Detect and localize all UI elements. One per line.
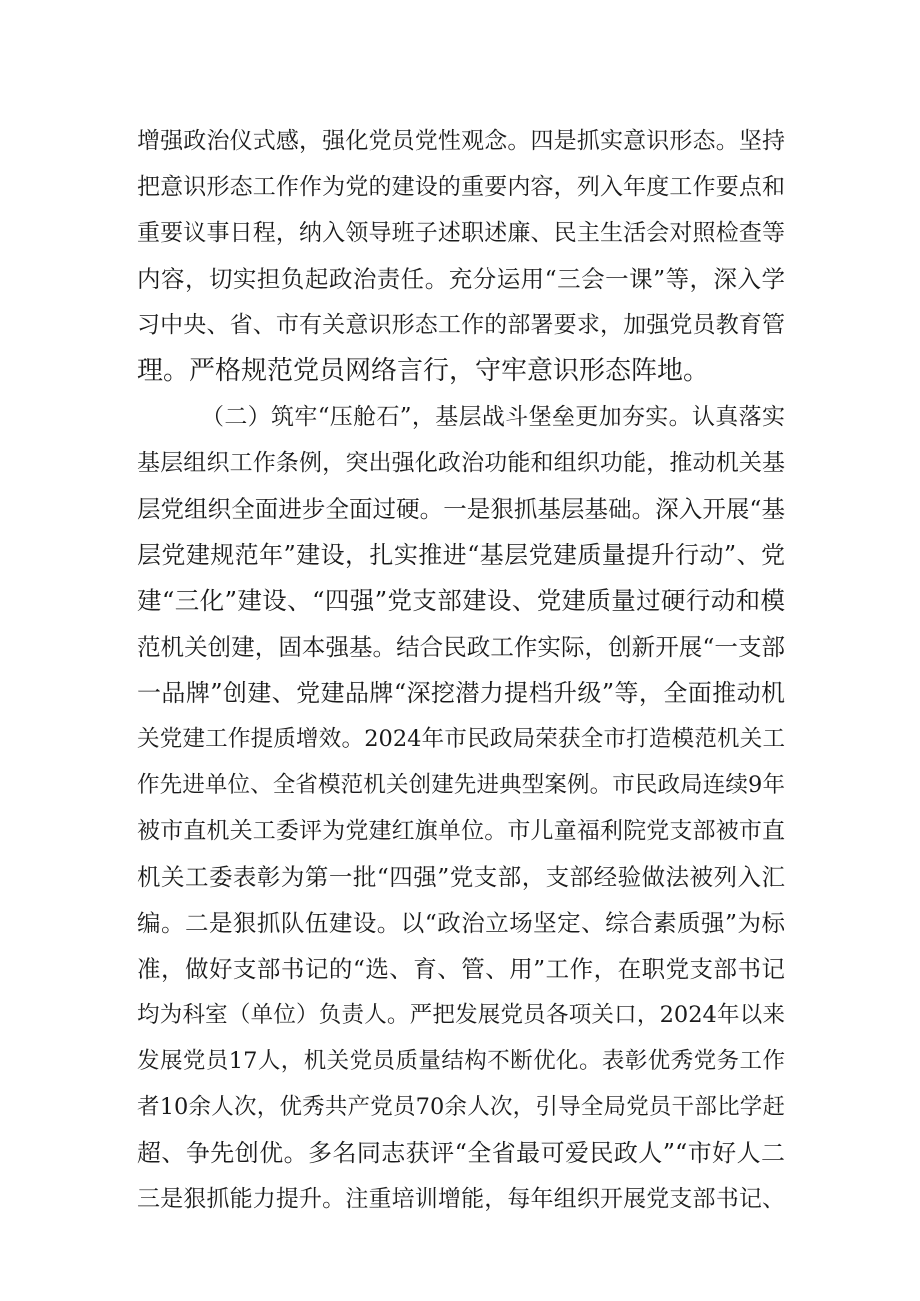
text-line: 均为科室（单位）负责人。严把发展党员各项关口，2024年以来: [137, 1002, 785, 1028]
text-line: 基层组织工作条例，突出强化政治功能和组织功能，推动机关基: [137, 450, 785, 476]
document-body: [137, 118, 785, 1222]
text-line: 重要议事日程，纳入领导班子述职述廉、民主生活会对照检查等: [137, 220, 785, 246]
text-line: 一品牌”创建、党建品牌“深挖潜力提档升级”等，全面推动机: [137, 679, 785, 707]
text-line: 准，做好支部书记的“选、育、管、用”工作，在职党支部书记: [137, 955, 785, 983]
text-line: 习中央、省、市有关意识形态工作的部署要求，加强党员教育管: [137, 312, 785, 338]
paragraph-grassroots: [137, 394, 785, 1222]
text-line: 关党建工作提质增效。2024年市民政局荣获全市打造模范机关工: [137, 726, 785, 752]
text-line: 建“三化”建设、“四强”党支部建设、党建质量过硬行动和模: [137, 586, 785, 615]
text-line: 编。二是狠抓队伍建设。以“政治立场坚定、综合素质强”为标: [137, 909, 785, 937]
text-line: 范机关创建，固本强基。结合民政工作实际，创新开展“一支部: [137, 633, 785, 661]
text-line: 层党建规范年”建设，扎实推进“基层党建质量提升行动”、党: [137, 541, 785, 569]
text-line: 者10余人次，优秀共产党员70余人次，引导全局党员干部比学赶: [137, 1094, 785, 1120]
text-line: 作先进单位、全省模范机关创建先进典型案例。市民政局连续9年: [137, 772, 785, 798]
text-line: 增强政治仪式感，强化党员党性观念。四是抓实意识形态。坚持: [137, 128, 785, 154]
text-line: 被市直机关工委评为党建红旗单位。市儿童福利院党支部被市直: [137, 818, 785, 844]
section-heading-line: （二）筑牢“压舱石”，基层战斗堡垒更加夯实。认真落实: [201, 404, 785, 430]
text-line: 超、争先创优。多名同志获评“全省最可爱民政人”“市好人二: [137, 1139, 785, 1167]
text-line: 内容，切实担负起政治责任。充分运用“三会一课”等，深入学: [137, 265, 785, 293]
text-line: 机关工委表彰为第一批“四强”党支部，支部经验做法被列入汇: [137, 863, 785, 891]
text-line: 层党组织全面进步全面过硬。一是狠抓基层基础。深入开展“基: [137, 495, 785, 523]
text-line: 三是狠抓能力提升。注重培训增能，每年组织开展党支部书记、: [137, 1186, 785, 1212]
text-line: 发展党员17人，机关党员质量结构不断优化。表彰优秀党务工作: [137, 1048, 785, 1074]
paragraph-ideology: [137, 118, 785, 394]
text-line: 理。严格规范党员网络言行，守牢意识形态阵地。: [137, 356, 710, 386]
text-line: 把意识形态工作作为党的建设的重要内容，列入年度工作要点和: [137, 174, 785, 200]
